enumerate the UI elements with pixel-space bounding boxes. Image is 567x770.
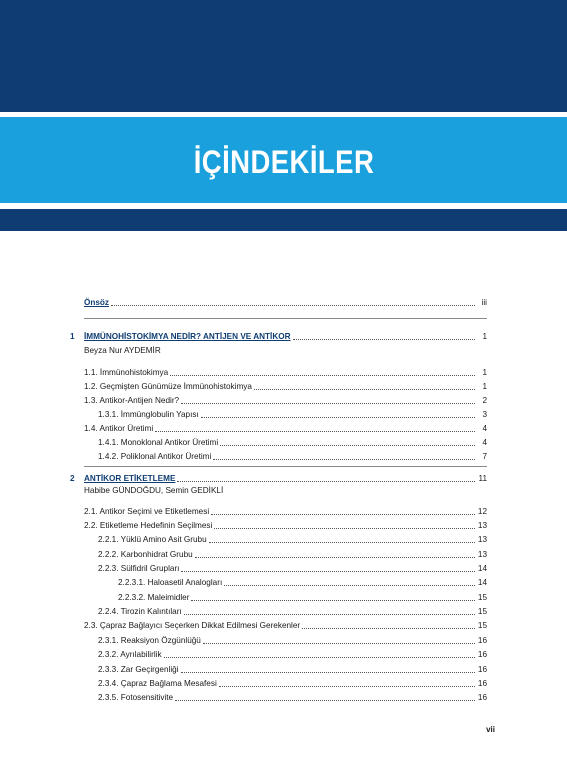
toc-entry[interactable]: 1.2. Geçmişten Günümüze İmmünohistokimya 1 [84, 382, 487, 391]
header-band-title [0, 117, 567, 203]
toc-entry[interactable]: 2.2.1. Yüklü Amino Asit Grubu 13 [98, 535, 487, 544]
page-number: vii [486, 725, 495, 734]
header-band-bottom [0, 209, 567, 231]
toc-entry[interactable]: 2.2. Etiketleme Hedefinin Seçilmesi 13 [84, 521, 487, 530]
toc-entry[interactable]: 2.2.3. Sülfidril Grupları 14 [98, 564, 487, 573]
divider [84, 318, 487, 319]
chapter-author: Habibe GÜNDOĞDU, Semin GEDİKLİ [84, 486, 224, 495]
page-title: İÇİNDEKİLER [193, 143, 374, 180]
toc-entry[interactable]: 2.2.3.2. Maleimidler 15 [118, 593, 487, 602]
toc-entry[interactable]: 1.4.1. Monoklonal Antikor Üretimi 4 [98, 438, 487, 447]
toc-entry[interactable]: 2.3.1. Reaksiyon Özgünlüğü 16 [98, 636, 487, 645]
toc-entry[interactable]: 1.3.1. İmmünglobulin Yapısı 3 [98, 410, 487, 419]
toc-entry[interactable]: 2.2.3.1. Haloasetil Analogları 14 [118, 578, 487, 587]
toc-entry[interactable]: 2.3.4. Çapraz Bağlama Mesafesi 16 [98, 679, 487, 688]
toc-entry[interactable]: 2.3.3. Zar Geçirgenliği 16 [98, 665, 487, 674]
toc-entry[interactable]: 1.3. Antikor-Antijen Nedir? 2 [84, 396, 487, 405]
toc-entry[interactable]: 1.4.2. Poliklonal Antikor Üretimi 7 [98, 452, 487, 461]
toc-entry[interactable]: 2.2.2. Karbonhidrat Grubu 13 [98, 550, 487, 559]
divider [84, 466, 487, 467]
toc-entry[interactable]: 2.1. Antikor Seçimi ve Etiketlemesi 12 [84, 507, 487, 516]
toc-entry[interactable]: 1.4. Antikor Üretimi 4 [84, 424, 487, 433]
toc-entry[interactable]: 2.3.5. Fotosensitivite 16 [98, 693, 487, 702]
toc-entry[interactable]: 1.1. İmmünohistokimya 1 [84, 368, 487, 377]
toc-chapter-1[interactable]: 1 İMMÜNOHİSTOKİMYA NEDİR? ANTİJEN VE ANTİKOR 1 [70, 332, 487, 341]
toc-entry[interactable]: 2.3. Çapraz Bağlayıcı Seçerken Dikkat Edilmesi Gerekenler 15 [84, 621, 487, 630]
header-band-top [0, 0, 567, 112]
toc-entry-preface[interactable]: Önsöz iii [84, 298, 487, 307]
toc-chapter-2[interactable]: 2 ANTİKOR ETİKETLEME 11 [70, 474, 487, 483]
chapter-author: Beyza Nur AYDEMİR [84, 346, 161, 355]
toc-entry[interactable]: 2.3.2. Ayrılabilirlik 16 [98, 650, 487, 659]
toc-entry[interactable]: 2.2.4. Tirozin Kalıntıları 15 [98, 607, 487, 616]
